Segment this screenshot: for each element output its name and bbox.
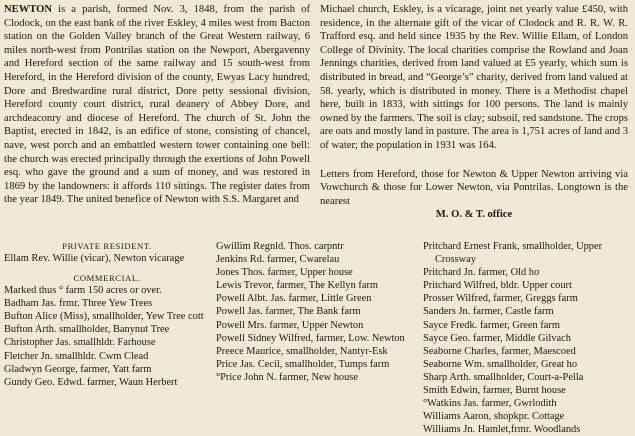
directory-entry: Powell Albt. Jas. farmer, Little Green	[216, 293, 372, 305]
directory-entry: Seaborne Wm. smallholder, Great ho	[423, 358, 578, 370]
private-residents-list	[4, 252, 210, 265]
commercial-list-col3	[423, 240, 631, 436]
directory-entry: Powell Mrs. farmer, Upper Newton	[216, 319, 364, 331]
directory-entry: Williams Jn. Hamlet,frmr. Woodlands	[423, 424, 581, 436]
directory-entry: Bufton Arth. smallholder, Banynut Tree	[4, 324, 170, 336]
directory-entry: Bufton Alice (Miss), smallholder, Yew Tree cott	[4, 311, 204, 323]
directory-entry: Gladwyn George, farmer, Yatt farm	[4, 363, 152, 375]
directory-entry: Prosser Wilfred, farmer, Greggs farm	[423, 293, 578, 305]
parish-description-part1	[4, 3, 310, 207]
directory-entry: Gwillim Regnld. Thos. carpntr	[216, 241, 344, 252]
directory-entry: Smith Edwin, farmer, Burnt house	[423, 385, 566, 397]
parish-description-text: is a parish, formed Nov. 3, 1848, from the parish of Clodock, on the east bank of the river Eskley, 4 miles west from Bacton station on the Golden Valley branch of the Great Western railway, 6 miles north-west from Pontrilas station on the Newport, Abergavenny and Hereford section of the same railway and 15 south-west from Hereford, in the Hereford division of the county, Ewyas Lacy hundred, Dore and Bredwardine rural district, Dore petty sessional division, Hereford county court district, rural deanery of Abbey Dore, and archdeaconry and diocese of Hereford. The church of St. John the Baptist, erected in 1842, is an edifice of stone, consisting of chancel, nave, west porch and an embattled western tower containing one bell: the church was erected principally through the exertions of John Powell esq. who gave the ground and a sum of money, and was restored in 1869 by the landowners: it affords 110 sittings. The register dates from the year 1849. The united benefice of Newton with S.S. Margaret and	[4, 4, 310, 206]
directory-entry: Christopher Jas. smallhldr. Farhouse	[4, 337, 156, 349]
institutions-note: M. O. & T. office	[435, 209, 513, 221]
residents-column-2	[216, 240, 416, 384]
directory-entry: Pritchard Wilfred, bldr. Upper court	[423, 280, 572, 292]
directory-entry: Preece Maurice, smallholder, Nantyr-Esk	[216, 345, 388, 357]
directory-entry: Sanders Jn. farmer, Castle farm	[423, 306, 554, 318]
directory-entry: Jones Thos. farmer, Upper house	[216, 267, 353, 279]
directory-entry: Ellam Rev. Willie (vicar), Newton vicarage	[4, 253, 185, 264]
residents-column-3	[423, 240, 631, 436]
directory-entry: Powell Sidney Wilfred, farmer, Low. Newton	[216, 332, 405, 344]
residents-column-1	[4, 240, 210, 389]
parish-description-part2: Michael church, Eskley, is a vicarage, joint net yearly value £450, with residence, in the alternate gift of the vicar of Clodock and R. R. W. R. Trafford esq. and held since 1935 by the Rev. Willie Ellam, of London College of Divinity. The local charities comprise the Rowland and Joan Jennings charities, derived from land valued at £5 yearly, which sum is distributed in bread, and “George’s” charity, derived from land valued at 58. yearly, which is distributed in money. There is a Methodist chapel here, built in 1833, with sittings for 100 persons. The land is mainly owned by the farmers. The soil is clay; subsoil, red sandstone. The crops are oats and mostly land in pasture. The area is 1,751 acres of land and 3 of water; the population in 1931 was 164.	[320, 4, 628, 151]
directory-entry: Sharp Arth. smallholder, Court-a-Pella	[423, 371, 584, 383]
place-name: NEWTON	[4, 4, 53, 15]
commercial-header: COMMERCIAL.	[73, 273, 141, 284]
directory-entry: °Price John N. farmer, New house	[216, 371, 358, 383]
directory-entry: Fletcher Jn. smallhldr. Cwm Clead	[4, 350, 149, 362]
directory-entry: Seaborne Charles, farmer, Maescoed	[423, 345, 576, 357]
directory-entry: °Watkins Jas. farmer, Gwrlodith	[423, 398, 557, 410]
directory-entry: Williams Aaron, shopkpr. Cottage	[423, 411, 565, 423]
private-residents-header: PRIVATE RESIDENT.	[62, 241, 152, 251]
directory-entry: Sayce Geo. farmer, Middle Gilvach	[423, 332, 571, 344]
directory-entry: Pritchard Jn. farmer, Old ho	[423, 267, 540, 279]
directory-entry: Powell Jas. farmer, The Bank farm	[216, 306, 361, 318]
directory-entry: Badham Jas. frmr. Three Yew Trees	[4, 298, 153, 310]
postal-note: Letters from Hereford, those for Newton & Upper Newton arriving via Vowchurch & those for Lower Newton, via Pontrilas. Longtown is the nearest	[320, 168, 628, 207]
directory-entry: Gundy Geo. Edwd. farmer, Waun Herbert	[4, 376, 178, 388]
directory-entry: Price Jas. Cecil, smallholder, Tumps farm	[216, 358, 390, 370]
commercial-list-col2	[216, 240, 416, 384]
directory-entry: Sayce Fredk. farmer, Green farm	[423, 319, 560, 331]
description-column-right	[320, 3, 628, 222]
directory-entry: Pritchard Ernest Frank, smallholder, Upper Crossway	[423, 241, 603, 266]
description-column-left	[4, 3, 310, 207]
farm-size-note: Marked thus ° farm 150 acres or over.	[4, 285, 162, 297]
commercial-list-col1	[4, 297, 210, 389]
directory-entry: Lewis Trevor, farmer, The Kellyn farm	[216, 280, 379, 292]
directory-entry: Jenkins Rd. farmer, Cwarelau	[216, 254, 340, 266]
